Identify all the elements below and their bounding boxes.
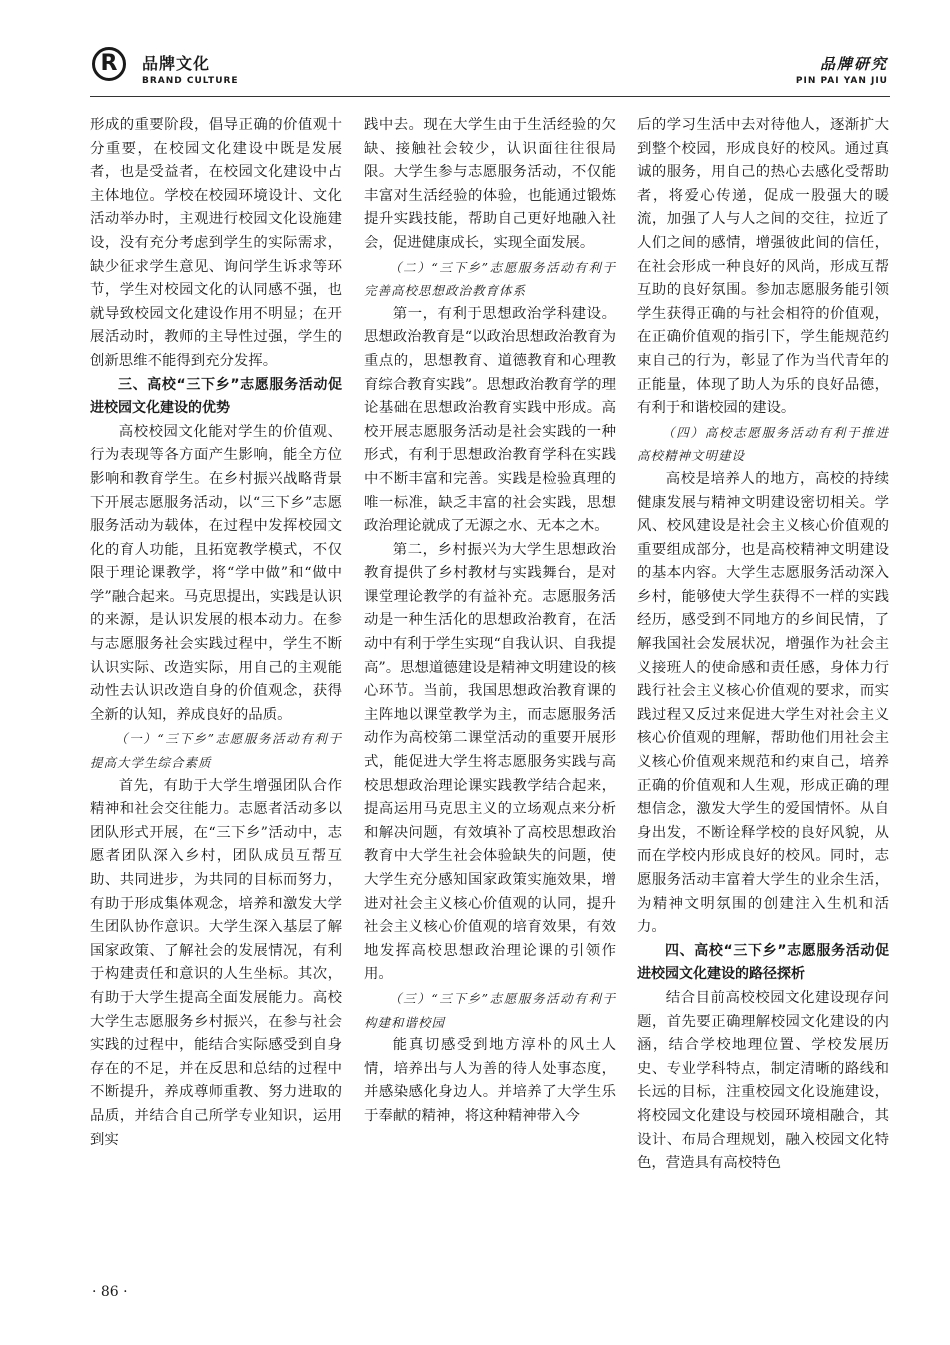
paragraph: 首先，有助于大学生增强团队合作精神和社会交往能力。志愿者活动多以团队形式开展，在“三下乡”活动中，志愿者团队深入乡村，团队成员互帮互助、共同进步，为共同的目标而努力，有助于形成集体观念，培养和激发大学生团队协作意识。大学生深入基层了解国家政策、了解社会的发展情况，有利于构建责任和意识的人生坐标。其次，有助于大学生提高全面发展能力。高校大学生志愿服务乡村振兴，在参与社会实践的过程中，能结合实际感受到自身存在的不足，并在反思和总结的过程中不断提升，养成尊师重教、努力进取的品质，并结合自己所学专业知识，运用到实 [90,777,342,1148]
paragraph: 能真切感受到地方淳朴的风土人情，培养出与人为善的待人处事态度，并感染感化身边人。并培养了大学生乐于奉献的精神，将这种精神带入今 [364,1037,616,1124]
text-column-2 [364,114,616,1129]
continued-paragraph: 后的学习生活中去对待他人，逐渐扩大到整个校园，形成良好的校风。通过真诚的服务，用自己的热心去感化受帮助者，将爱心传递，促成一股强大的暖流，加强了人与人之间的交往，拉近了人们之间的感情，增强彼此间的信任，在社会形成一种良好的风尚，形成互帮互助的良好氛围。参加志愿服务能引领学生获得正确的与社会相符的价值观，在正确价值观的指引下，学生能规范约束自己的行为，彰显了作为当代青年的正能量，体现了助人为乐的良好品德，有利于和谐校园的建设。 [637,117,889,417]
section-heading: 四、高校“三下乡”志愿服务活动促进校园文化建设的路径探析 [637,942,889,983]
page-number: · 86 · [92,1284,128,1300]
brand-title-cn: 品牌文化 [142,54,211,73]
registered-trademark-logo-icon: R [92,47,126,81]
paragraph: 高校校园文化能对学生的价值观、行为表现等各方面产生影响，能全方位影响和教育学生。在乡村振兴战略背景下开展志愿服务活动，以“三下乡”志愿服务活动为载体，在过程中发挥校园文化的育人功能，且拓宽教学模式，不仅限于理论课教学，将“学中做”和“做中学”融合起来。马克思提出，实践是认识的来源，是认识发展的根本动力。在参与志愿服务社会实践过程中，学生不断认识实际、改造实际，用自己的主观能动性去认识改造自身的价值观念，获得全新的认知，养成良好的品质。 [90,423,342,723]
text-column-1 [90,114,342,1152]
page-header [0,0,950,110]
paragraph: 高校是培养人的地方，高校的持续健康发展与精神文明建设密切相关。学风、校风建设是社会主义核心价值观的重要组成部分，也是高校精神文明建设的基本内容。大学生志愿服务活动深入乡村，能够使大学生获得不一样的实践经历，感受到不同地方的乡间民情，了解我国社会发展状况，增强作为社会主义接班人的使命感和责任感，身体力行践行社会主义核心价值观的要求，而实践过程又反过来促进大学生对社会主义核心价值观的理解，帮助他们用社会主义核心价值观来规范和约束自己，培养正确的价值观和人生观，形成正确的理想信念，激发大学生的爱国情怀。从自身出发，不断诠释学校的良好风貌，从而在学校内形成良好的校风。同时，志愿服务活动丰富着大学生的业余生活，为精神文明氛围的创建注入生机和活力。 [637,470,889,936]
column-title-en: PIN PAI YAN JIU [795,76,888,86]
section-heading: 三、高校“三下乡”志愿服务活动促进校园文化建设的优势 [90,376,342,417]
brand-title-en: BRAND CULTURE [142,76,239,86]
header-divider [90,96,890,97]
continued-paragraph: 践中去。现在大学生由于生活经验的欠缺、接触社会较少，认识面往往很局限。大学生参与志愿服务活动，不仅能丰富对生活经验的体验，也能通过锻炼提升实践技能，帮助自己更好地融入社会，促进健康成长，实现全面发展。 [364,117,616,251]
subsection-heading: （三）“三下乡”志愿服务活动有利于构建和谐校园 [364,990,616,1030]
paragraph: 结合目前高校校园文化建设现存问题，首先要正确理解校园文化建设的内涵，结合学校地理位置、学校发展历史、专业学科特点，制定清晰的路线和长远的目标，注重校园文化设施建设，将校园文化建设与校园环境相融合，其设计、布局合理规划，融入校园文化特色，营造具有高校特色 [637,989,889,1172]
subsection-heading: （二）“三下乡”志愿服务活动有利于完善高校思想政治教育体系 [364,259,616,299]
continued-paragraph: 形成的重要阶段，倡导正确的价值观十分重要，在校园文化建设中既是发展者，也是受益者，在校园文化建设中占主体地位。学校在校园环境设计、文化活动举办时，主观进行校园文化设施建设，没有充分考虑到学生的实际需求，缺少征求学生意见、询问学生诉求等环节，学生对校园文化的认同感不强，也就导致校园文化建设作用不明显；在开展活动时，教师的主导性过强，学生的创新思维不能得到充分发挥。 [90,117,342,369]
column-title-cn: 品牌研究 [819,55,888,73]
paragraph: 第二，乡村振兴为大学生思想政治教育提供了乡村教材与实践舞台，是对课堂理论教学的有益补充。志愿服务活动是一种生活化的思想政治教育，在活动中有利于学生实现“自我认识、自我提高”。思想道德建设是精神文明建设的核心环节。当前，我国思想政治教育课的主阵地以课堂教学为主，而志愿服务活动作为高校第二课堂活动的重要开展形式，能促进大学生将志愿服务实践与高校思想政治理论课实践教学结合起来，提高运用马克思主义的立场观点来分析和解决问题，有效填补了高校思想政治教育中大学生社会体验缺失的问题，使大学生充分感知国家政策实施效果，增进对社会主义核心价值观的认同，提升社会主义核心价值观的培育效果，有效地发挥高校思想政治理论课的引领作用。 [364,541,616,983]
paragraph: 第一，有利于思想政治学科建设。思想政治教育是“以政治思想政治教育为重点的，思想教育、道德教育和心理教育综合教育实践”。思想政治教育学的理论基础在思想政治教育实践中形成。高校开展志愿服务活动是社会实践的一种形式，有利于思想政治教育学科在实践中不断丰富和完善。实践是检验真理的唯一标准，缺乏丰富的社会实践，思想政治理论就成了无源之水、无本之木。 [364,305,616,535]
text-column-3 [637,114,889,1176]
subsection-heading: （四）高校志愿服务活动有利于推进高校精神文明建设 [637,424,889,464]
subsection-heading: （一）“三下乡”志愿服务活动有利于提高大学生综合素质 [90,731,342,771]
